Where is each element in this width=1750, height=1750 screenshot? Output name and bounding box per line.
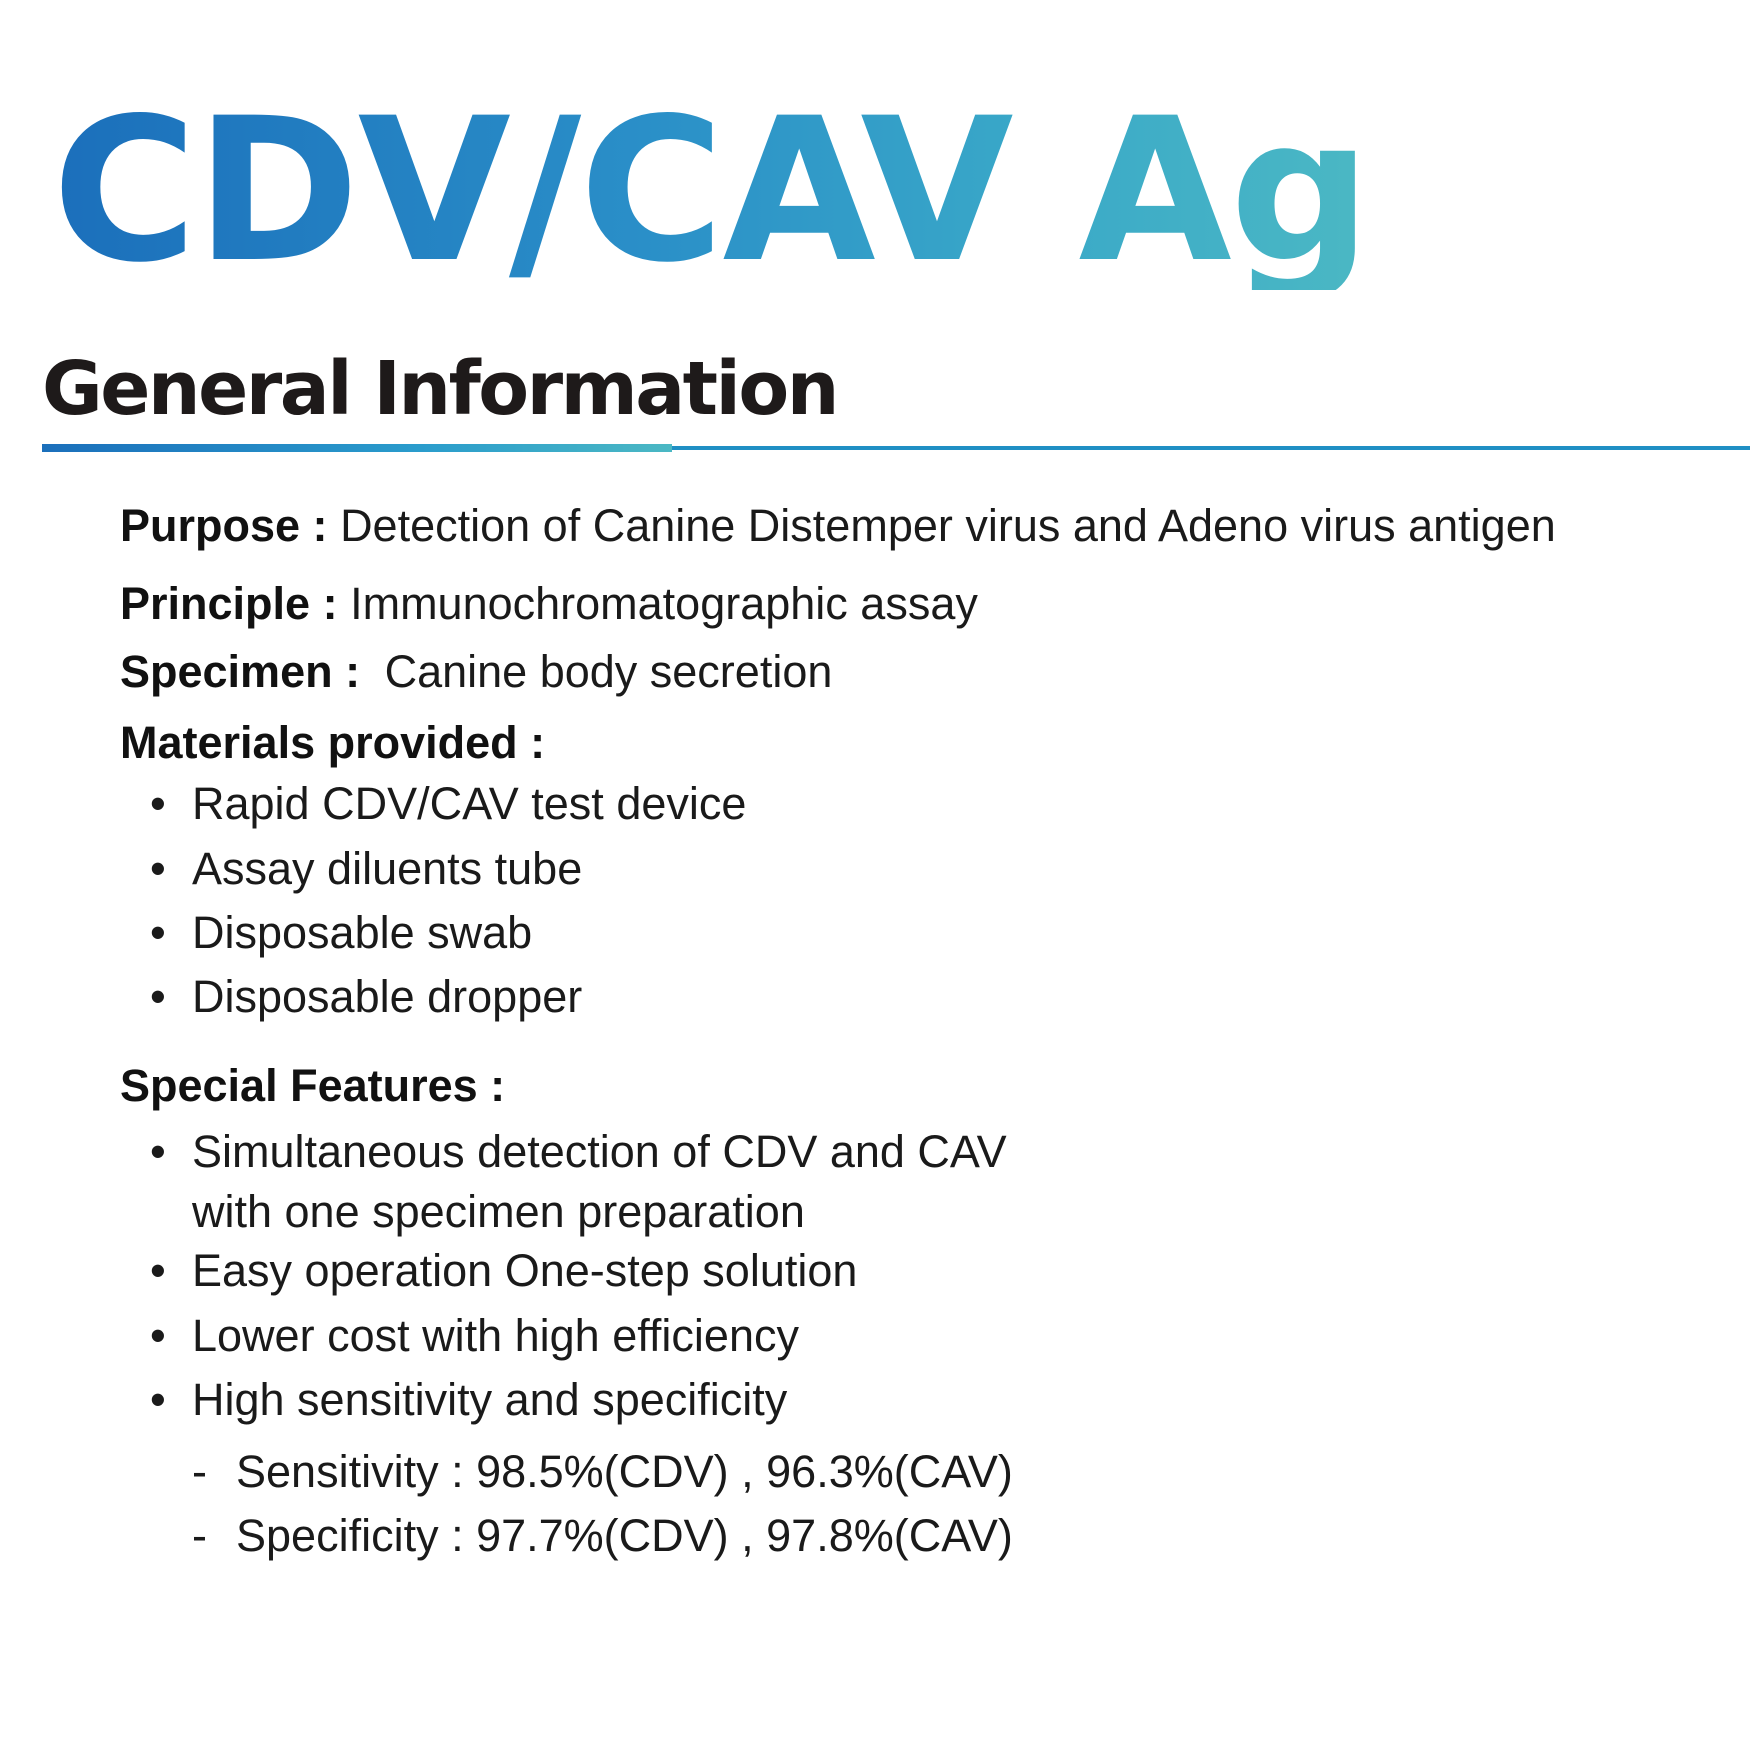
materials-list-item: • Disposable swab (150, 907, 533, 958)
features-sub-item: - Sensitivity : 98.5%(CDV) , 96.3%(CAV) (192, 1446, 1013, 1497)
principle-line (120, 577, 978, 631)
purpose-value: Detection of Canine Distemper virus and Adeno virus antigen (340, 500, 1556, 551)
bullet-icon: • (150, 1310, 166, 1361)
materials-list-item: • Rapid CDV/CAV test device (150, 778, 747, 829)
section-divider-accent (42, 444, 672, 452)
features-list-item: • Easy operation One-step solution (150, 1245, 858, 1296)
dash-icon: - (192, 1446, 207, 1497)
principle-value: Immunochromatographic assay (350, 578, 978, 629)
product-title: CDV/CAV Ag (52, 75, 1370, 306)
bullet-icon: • (150, 778, 166, 829)
purpose-line (120, 499, 1556, 553)
bullet-icon: • (150, 1245, 166, 1296)
features-list-item: • Lower cost with high efficiency (150, 1310, 799, 1361)
features-heading (120, 1059, 505, 1113)
specimen-line (120, 645, 832, 699)
specimen-value: Canine body secretion (384, 646, 833, 697)
features-list-item-continuation: with one specimen preparation (192, 1186, 805, 1237)
features-sub-item: - Specificity : 97.7%(CDV) , 97.8%(CAV) (192, 1510, 1013, 1561)
materials-list-item: • Disposable dropper (150, 971, 583, 1022)
bullet-icon: • (150, 907, 166, 958)
bullet-icon: • (150, 971, 166, 1022)
purpose-label: Purpose : (120, 500, 328, 551)
materials-heading (120, 716, 545, 770)
features-list-item: • Simultaneous detection of CDV and CAV (150, 1126, 1007, 1177)
dash-icon: - (192, 1510, 207, 1561)
specimen-label: Specimen : (120, 646, 361, 697)
features-list-item: • High sensitivity and specificity (150, 1374, 788, 1425)
materials-list-item: • Assay diluents tube (150, 843, 583, 894)
section-title: General Information (42, 346, 837, 432)
bullet-icon: • (150, 1126, 166, 1177)
bullet-icon: • (150, 843, 166, 894)
materials-label: Materials provided : (120, 717, 546, 768)
features-label: Special Features : (120, 1060, 506, 1111)
bullet-icon: • (150, 1374, 166, 1425)
principle-label: Principle : (120, 578, 338, 629)
